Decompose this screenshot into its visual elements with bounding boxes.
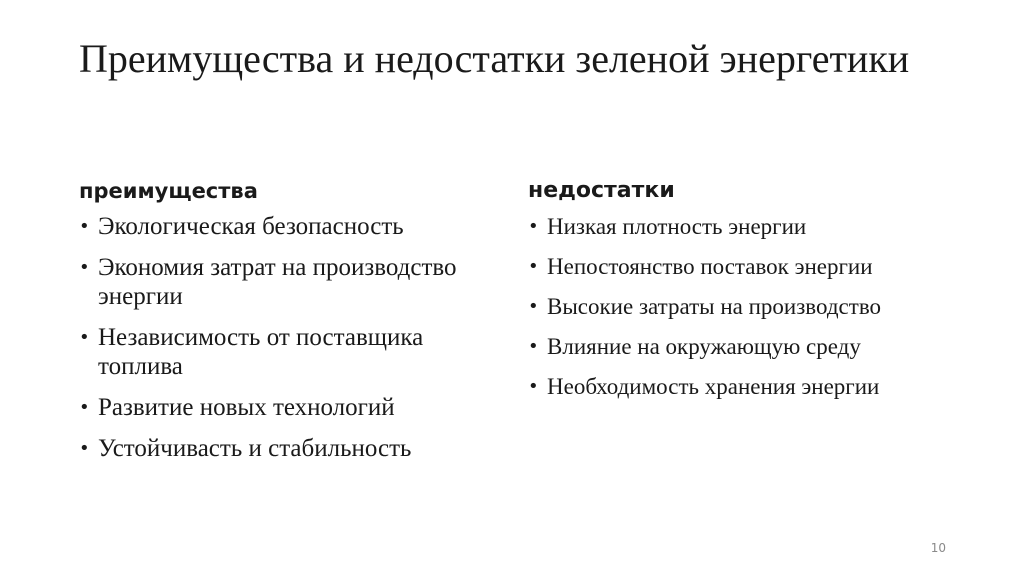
bullet-icon: • <box>79 397 90 418</box>
bullet-icon: • <box>528 296 539 317</box>
advantages-column <box>79 176 499 475</box>
list-item-text: Высокие затраты на производство <box>547 294 882 319</box>
page-number: 10 <box>930 541 946 555</box>
list-item <box>528 292 958 321</box>
list-item-text: Необходимость хранения энергии <box>547 374 880 399</box>
list-item-text: Устойчивасть и стабильность <box>98 435 412 462</box>
list-item-text: Непостоянство поставок энергии <box>547 254 873 279</box>
list-item <box>79 393 499 422</box>
disadvantages-list <box>528 212 958 401</box>
list-item <box>79 434 499 463</box>
list-item <box>528 372 958 401</box>
list-item-text: Развитие новых технологий <box>98 394 395 421</box>
bullet-icon: • <box>528 336 539 357</box>
list-item <box>79 253 499 311</box>
slide-title: Преимущества и недостатки зеленой энергетики <box>79 36 910 81</box>
list-item-text: Независимость от поставщика топлива <box>98 324 424 380</box>
bullet-icon: • <box>79 216 90 237</box>
bullet-icon: • <box>528 256 539 277</box>
advantages-heading: преимущества <box>79 179 258 203</box>
list-item-text: Экологическая безопасность <box>98 213 404 240</box>
list-item-text: Влияние на окружающую среду <box>547 334 861 359</box>
disadvantages-column <box>528 176 958 412</box>
list-item <box>528 332 958 361</box>
list-item <box>528 252 958 281</box>
bullet-icon: • <box>79 327 90 348</box>
list-item <box>528 212 958 241</box>
list-item-text: Низкая плотность энергии <box>547 214 807 239</box>
bullet-icon: • <box>79 257 90 278</box>
bullet-icon: • <box>79 438 90 459</box>
disadvantages-heading: недостатки <box>528 178 675 203</box>
advantages-list <box>79 212 499 463</box>
list-item-text: Экономия затрат на производство энергии <box>98 254 457 310</box>
list-item <box>79 212 499 241</box>
bullet-icon: • <box>528 216 539 237</box>
bullet-icon: • <box>528 376 539 397</box>
list-item <box>79 323 499 381</box>
